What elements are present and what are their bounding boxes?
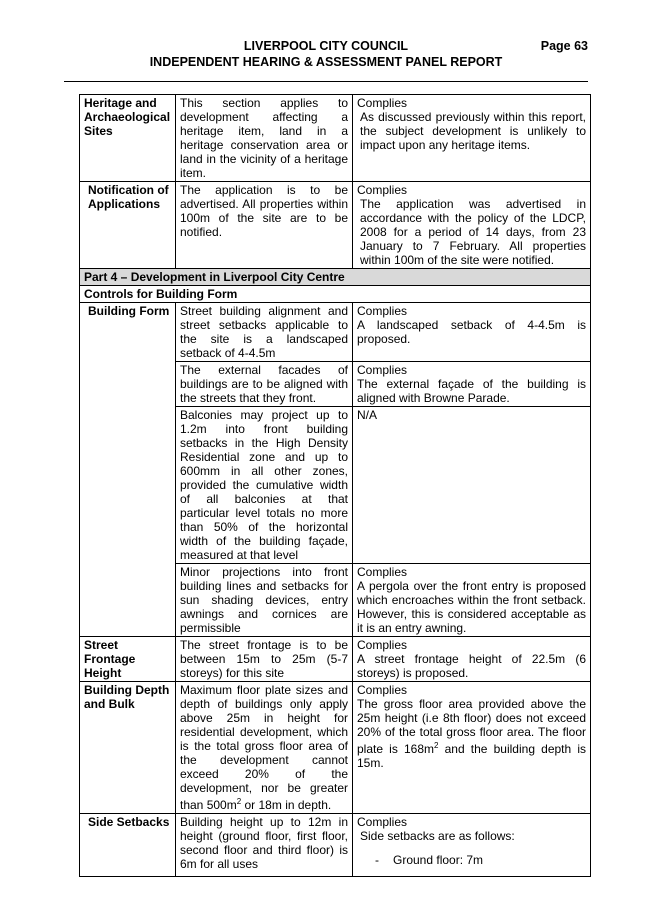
spacer xyxy=(357,843,586,853)
assessment-cell xyxy=(353,564,591,637)
assessment-cell xyxy=(353,682,591,814)
compliance-table xyxy=(79,94,591,877)
row-title: Side Setbacks xyxy=(80,814,176,877)
row-title: Notification of Applications xyxy=(80,182,176,269)
requirement-text: The external facades of buildings are to be aligned with the streets that they front. xyxy=(176,362,353,407)
assessment-cell xyxy=(353,182,591,269)
status-text: Complies xyxy=(357,565,408,579)
superscript: 2 xyxy=(434,741,439,750)
requirement-text: Street building alignment and street setbacks applicable to the site is a landscaped setback of 4-4.5m xyxy=(176,303,353,362)
report-title: INDEPENDENT HEARING & ASSESSMENT PANEL REPORT xyxy=(149,55,503,69)
table-row xyxy=(80,814,591,877)
section-heading-row xyxy=(80,269,591,286)
spacer xyxy=(357,867,586,875)
assessment-cell xyxy=(353,407,591,564)
status-text: Complies xyxy=(357,183,408,197)
status-text: Complies xyxy=(357,638,408,652)
section-heading: Part 4 – Development in Liverpool City Centre xyxy=(80,269,591,286)
status-text: N/A xyxy=(357,408,378,422)
status-text: Complies xyxy=(357,363,408,377)
requirement-text: Minor projections into front building lines and setbacks for sun shading devices, entry awnings and cornices are permissible xyxy=(176,564,353,637)
comment-part: and the building depth is 15m. xyxy=(357,742,587,770)
requirement-text: The street frontage is to be between 15m to 25m (5-7 storeys) for this site xyxy=(176,637,353,682)
assessment-cell xyxy=(353,814,591,877)
header-rule xyxy=(64,81,588,82)
status-text: Complies xyxy=(357,815,408,829)
list-item xyxy=(357,853,586,867)
requirement-text xyxy=(176,682,353,814)
page-number: Page 63 xyxy=(540,39,588,53)
assessment-cell xyxy=(353,637,591,682)
comment-part: The gross floor area provided above the 25m height (i.e 8th floor) does not exceed 20% of the total gross floor area. The floor plate is 168m xyxy=(357,697,586,756)
row-title: Heritage and Archaeological Sites xyxy=(80,95,176,182)
row-title: Street Frontage Height xyxy=(80,637,176,682)
dash-marker: - xyxy=(375,853,379,867)
comment-text xyxy=(357,697,586,770)
comment-text: The application was advertised in accordance with the policy of the LDCP, 2008 for a period of 14 days, from 23 January to 7 February. All properties within 100m of the site were notified. xyxy=(360,197,586,267)
subsection-heading-row xyxy=(80,286,591,303)
requirement-part: or 18m in depth. xyxy=(241,798,332,812)
list-item-text: Ground floor: 7m xyxy=(393,853,484,867)
comment-text: A pergola over the front entry is proposed which encroaches within the front setback. However, this is considered acceptable as it is an entry awning. xyxy=(357,579,586,635)
row-title: Building Depth and Bulk xyxy=(80,682,176,814)
comment-text: Side setbacks are as follows: xyxy=(360,829,515,843)
status-text: Complies xyxy=(357,96,408,110)
requirement-text: The application is to be advertised. All properties within 100m of the site are to be notified. xyxy=(176,182,353,269)
table-row xyxy=(80,303,591,362)
assessment-cell xyxy=(353,362,591,407)
table-row xyxy=(80,182,591,269)
comment-text: A street frontage height of 22.5m (6 storeys) is proposed. xyxy=(357,652,586,680)
row-title: Building Form xyxy=(80,303,176,637)
status-text: Complies xyxy=(357,683,408,697)
assessment-cell xyxy=(353,303,591,362)
comment-text: A landscaped setback of 4-4.5m is proposed. xyxy=(357,318,586,346)
page-header xyxy=(64,39,588,79)
comment-text: The external façade of the building is aligned with Browne Parade. xyxy=(357,377,586,405)
comment-text: As discussed previously within this report, the subject development is unlikely to impact upon any heritage items. xyxy=(360,110,586,152)
superscript: 2 xyxy=(236,797,242,806)
status-text: Complies xyxy=(357,304,408,318)
table-row xyxy=(80,95,591,182)
subsection-heading: Controls for Building Form xyxy=(80,286,591,303)
requirement-text: Building height up to 12m in height (ground floor, first floor, second floor and third floor) is 6m for all uses xyxy=(176,814,353,877)
table-row xyxy=(80,637,591,682)
requirement-text: This section applies to development affecting a heritage item, land in a heritage conservation area or land in the vicinity of a heritage item. xyxy=(176,95,353,182)
assessment-cell xyxy=(353,95,591,182)
requirement-text: Balconies may project up to 1.2m into front building setbacks in the High Density Residential zone and up to 600mm in all other zones, provided the cumulative width of all balconies at that particular level totals no more than 50% of the horizontal width of the building façade, measured at that level xyxy=(176,407,353,564)
requirement-part: Maximum floor plate sizes and depth of buildings only apply above 25m in height for residential development, which is the total gross floor area of the development cannot exceed 20% of the development, nor be greater than 500m xyxy=(180,683,348,812)
council-name: LIVERPOOL CITY COUNCIL xyxy=(243,39,409,53)
table-row xyxy=(80,682,591,814)
